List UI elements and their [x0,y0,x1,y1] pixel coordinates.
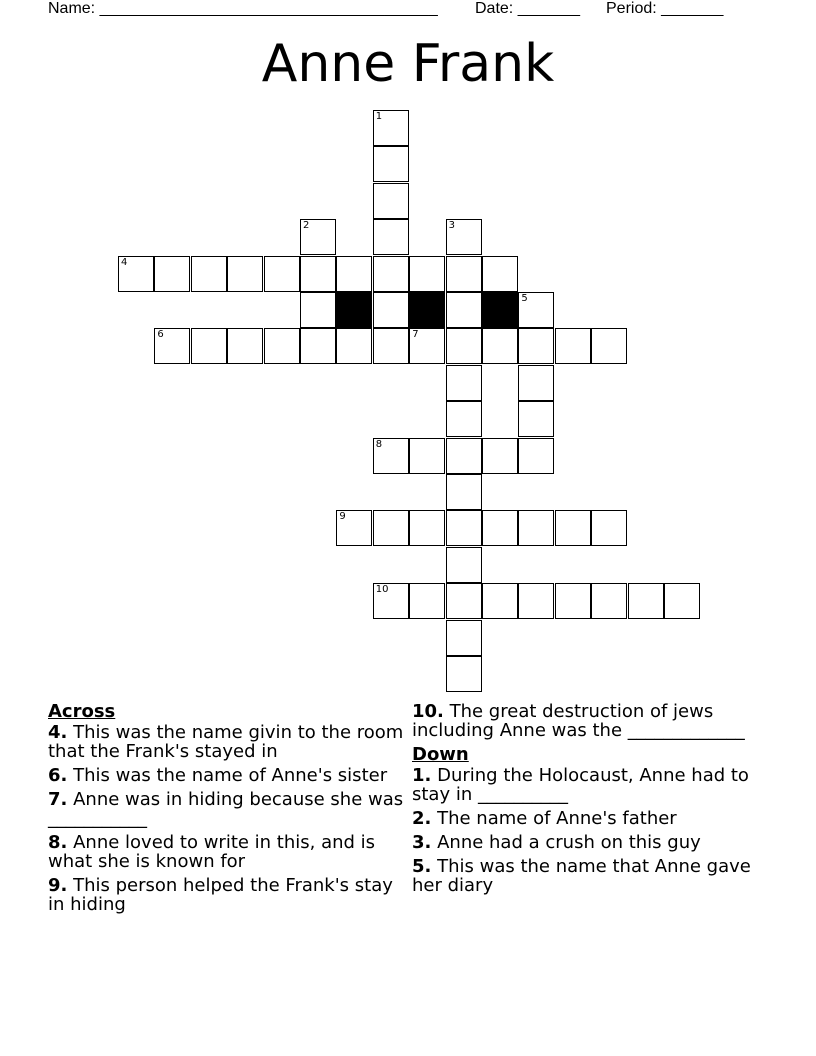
clue-across-6: 6. This was the name of Anne's sister [48,765,388,786]
grid-cell[interactable] [446,438,482,474]
grid-cell[interactable] [482,328,518,364]
grid-cell[interactable] [446,256,482,292]
grid-cell[interactable] [191,256,227,292]
black-cell [482,292,518,328]
grid-cell[interactable] [446,365,482,401]
grid-cell[interactable] [518,365,554,401]
grid-cell[interactable] [409,438,445,474]
grid-cell[interactable] [446,620,482,656]
grid-cell[interactable] [518,328,554,364]
grid-cell[interactable] [482,256,518,292]
grid-cell[interactable] [555,583,591,619]
clue-number: 1 [375,111,383,122]
grid-cell[interactable] [300,328,336,364]
grid-cell[interactable] [482,510,518,546]
grid-cell[interactable] [264,256,300,292]
grid-cell[interactable] [373,328,409,364]
grid-cell[interactable] [191,328,227,364]
clue-number: 10 [375,584,389,596]
clue-number: 8 [375,438,383,450]
across-clues [48,702,404,919]
grid-cell[interactable] [518,510,554,546]
grid-cell[interactable] [409,510,445,546]
black-cell [336,292,372,328]
black-cell [409,292,445,328]
grid-cell[interactable] [482,583,518,619]
grid-cell[interactable] [336,510,372,546]
right-clue-column [412,702,768,900]
date-field[interactable]: Date: _______ [475,0,580,17]
clue-number: 9 [339,511,346,523]
grid-cell[interactable] [482,438,518,474]
grid-cell[interactable] [518,292,554,328]
clue-number: 5 [521,293,528,304]
grid-cell[interactable] [446,328,482,364]
grid-cell[interactable] [555,510,591,546]
period-field[interactable]: Period: _______ [606,0,724,17]
clue-number: 7 [412,329,419,341]
grid-cell[interactable] [446,656,482,692]
page-title: Anne Frank [261,34,555,94]
clue-down-1: 1. During the Holocaust, Anne had to stay in __________ [412,765,749,805]
grid-cell[interactable] [373,110,409,146]
grid-cell[interactable] [591,510,627,546]
grid-cell[interactable] [300,292,336,328]
grid-cell[interactable] [154,256,190,292]
grid-cell[interactable] [628,583,664,619]
grid-cell[interactable] [227,328,263,364]
grid-cell[interactable] [373,183,409,219]
grid-cell[interactable] [664,583,700,619]
name-field[interactable]: Name: ______________________________________ [48,0,438,17]
down-heading: Down [412,744,469,765]
clue-across-9: 9. This person helped the Frank's stay in hiding [48,875,393,915]
grid-cell[interactable] [409,256,445,292]
grid-cell[interactable] [300,219,336,255]
grid-cell[interactable] [409,583,445,619]
grid-cell[interactable] [373,438,409,474]
clue-across-8: 8. Anne loved to write in this, and is what she is known for [48,832,376,872]
grid-cell[interactable] [227,256,263,292]
clue-down-5: 5. This was the name that Anne gave her diary [412,856,751,896]
grid-cell[interactable] [446,292,482,328]
grid-cell[interactable] [446,510,482,546]
grid-cell[interactable] [373,146,409,182]
grid-cell[interactable] [373,219,409,255]
grid-cell[interactable] [336,328,372,364]
grid-cell[interactable] [518,583,554,619]
grid-cell[interactable] [300,256,336,292]
grid-cell[interactable] [446,219,482,255]
clue-down-3: 3. Anne had a crush on this guy [412,832,701,853]
grid-cell[interactable] [591,328,627,364]
clue-number: 2 [303,220,310,232]
grid-cell[interactable] [446,474,482,510]
clue-number: 3 [448,220,455,232]
grid-cell[interactable] [118,256,154,292]
grid-cell[interactable] [446,583,482,619]
grid-cell[interactable] [518,438,554,474]
grid-cell[interactable] [409,328,445,364]
grid-cell[interactable] [446,547,482,583]
clue-across-10: 10. The great destruction of jews including Anne was the _____________ [412,701,745,741]
clue-number: 6 [157,329,164,341]
grid-cell[interactable] [555,328,591,364]
clue-across-4: 4. This was the name givin to the room that the Frank's stayed in [48,722,404,762]
grid-cell[interactable] [373,292,409,328]
across-heading: Across [48,701,116,722]
clue-down-2: 2. The name of Anne's father [412,808,677,829]
grid-cell[interactable] [446,401,482,437]
grid-cell[interactable] [518,401,554,437]
across-list [48,723,404,914]
clue-across-7: 7. Anne was in hiding because she was ___________ [48,789,404,829]
grid-cell[interactable] [154,328,190,364]
grid-cell[interactable] [264,328,300,364]
grid-cell[interactable] [373,510,409,546]
clue-number: 4 [121,256,128,268]
grid-cell[interactable] [373,583,409,619]
grid-cell[interactable] [373,256,409,292]
grid-cell[interactable] [336,256,372,292]
grid-cell[interactable] [591,583,627,619]
